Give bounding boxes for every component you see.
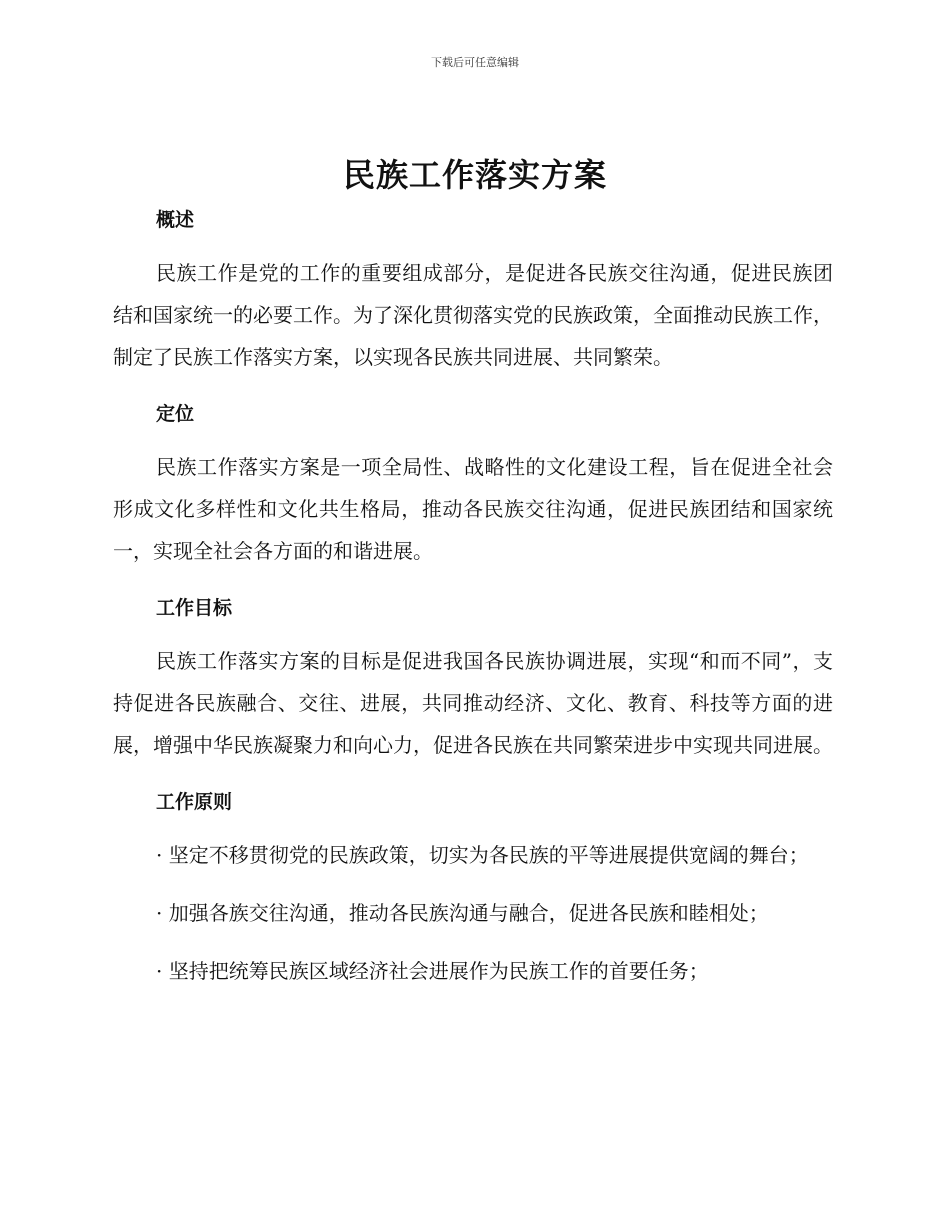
paragraph: 民族工作是党的工作的重要组成部分，是促进各民族交往沟通，促进民族团结和国家统一的必要工作。为了深化贯彻落实党的民族政策，全面推动民族工作，制定了民族工作落实方案，以实现各民族共同进展、共同繁荣。 bbox=[113, 261, 833, 369]
section-heading: 工作目标 bbox=[156, 597, 233, 619]
principle-item: · 坚定不移贯彻党的民族政策，切实为各民族的平等进展提供宽阔的舞台； bbox=[156, 843, 809, 867]
section-heading: 定位 bbox=[156, 403, 195, 425]
document-title: 民族工作落实方案 bbox=[342, 156, 607, 194]
section-positioning bbox=[113, 398, 833, 572]
section-heading: 概述 bbox=[156, 209, 195, 231]
section-heading: 工作原则 bbox=[156, 791, 233, 813]
paragraph: 民族工作落实方案的目标是促进我国各民族协调进展，实现“和而不同”，支持促进各民族融合、交往、进展，共同推动经济、文化、教育、科技等方面的进展，增强中华民族凝聚力和向心力，促进各民族在共同繁荣进步中实现共同进展。 bbox=[113, 649, 833, 757]
section-overview bbox=[113, 204, 833, 378]
section-goals bbox=[113, 592, 833, 766]
paragraph: 民族工作落实方案是一项全局性、战略性的文化建设工程，旨在促进全社会形成文化多样性和文化共生格局，推动各民族交往沟通，促进民族团结和国家统一，实现全社会各方面的和谐进展。 bbox=[113, 455, 833, 563]
header-note: 下载后可任意编辑 bbox=[431, 56, 519, 69]
principle-item: · 加强各族交往沟通，推动各民族沟通与融合，促进各民族和睦相处； bbox=[156, 901, 769, 925]
principle-item: · 坚持把统筹民族区域经济社会进展作为民族工作的首要任务； bbox=[156, 959, 709, 983]
document-body bbox=[113, 204, 833, 992]
section-principles bbox=[113, 786, 833, 992]
